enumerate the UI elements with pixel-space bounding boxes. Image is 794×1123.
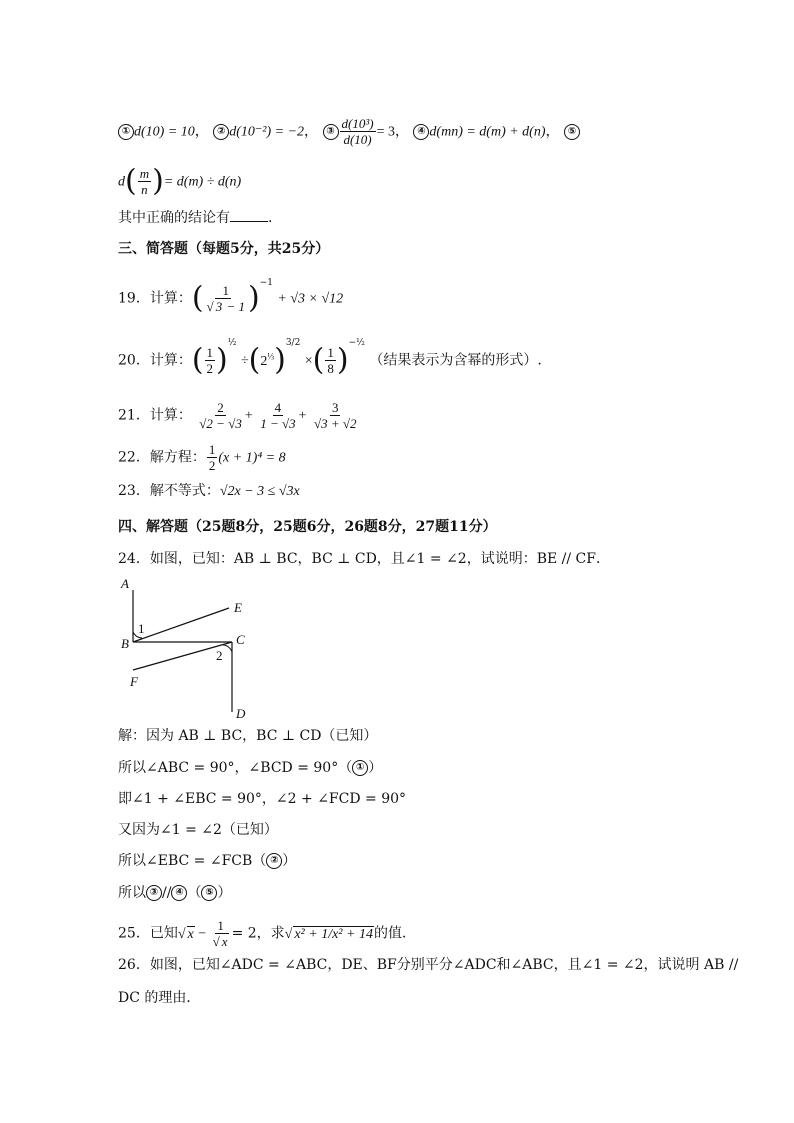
q21: 21．计算： $\frac{2}{√2 - √3}$ + $\frac{4}{1 - √3}$ + $\frac{3}{√3 + √2}$	[118, 400, 357, 431]
q18-line1: ① d(10) = 10， ② d(10⁻²) = −2， ③ $\frac{\text{d(10³)}}{d(10)}$ = 3， ④ d(mn) = d(m) + d(n)， ⑤	[118, 116, 580, 147]
q24-diagram	[116, 572, 276, 722]
label-D: D	[236, 706, 246, 721]
circled-4: ④	[413, 124, 429, 140]
q26-line1: 26．如图，已知∠ADC = ∠ABC，DE、BF分别平分∠ADC和∠ABC，且∠1 = ∠2，试说明 AB //	[118, 957, 739, 973]
label-B: B	[121, 636, 129, 651]
circled-3: ③	[323, 124, 339, 140]
expr3-frac: $\frac{\text{d(10³)}}{d(10)}$	[341, 116, 374, 147]
label-F: F	[130, 674, 138, 689]
q20: 20．计算：( $\frac{1}{2}$ )$^{\frac{1}{2}} \div(2^{\frac{1}{3}})^{3/2}$ ×( $\frac{1}{8}$ )$^{-\frac{1}{2}}$ （结果表示为含幂的形式）.	[118, 337, 542, 378]
q24-sol1: 解：因为 AB ⊥ BC，BC ⊥ CD（已知）	[118, 728, 378, 744]
q24-sol4: 又因为∠1 = ∠2（已知）	[118, 822, 278, 838]
label-A: A	[121, 576, 129, 591]
q25: 25．已知√ x − 1 √ x = 2，求√ x² + 1/x² + 14的值．	[118, 918, 416, 949]
angle-1: 1	[138, 621, 145, 636]
q19: 19．计算：( 1 √ 3 − 1 )$^{-1}$ + √3 × √12	[118, 283, 343, 314]
q22: 22．解方程： $\frac{1}{2}$ (x + 1)⁴ = 8	[118, 442, 286, 473]
section4-heading: 四、解答题（25题8分，25题6分，26题8分，27题11分）	[118, 519, 497, 535]
circled-2: ②	[213, 124, 229, 140]
q23: 23．解不等式：√2x − 3 ≤ √3x	[118, 483, 300, 499]
q18-conclusion: 其中正确的结论有 .	[118, 210, 273, 226]
q24-sol2: 所以∠ABC = 90°，∠BCD = 90°（ ① ）	[118, 760, 383, 776]
q26-line2: DC 的理由．	[118, 990, 201, 1006]
label-E: E	[234, 600, 242, 615]
expr1: d(10) = 10	[134, 124, 195, 140]
q24-stem: 24．如图，已知：AB ⊥ BC，BC ⊥ CD，且∠1 = ∠2，试说明：BE // CF．	[118, 551, 610, 567]
expr5-rhs: = d(m) ÷ d(n)	[163, 174, 242, 190]
q18-line2: d( $\frac{m}{n}$ )= d(m) ÷ d(n)	[118, 163, 242, 199]
q24-sol5: 所以∠EBC = ∠FCB（ ② ）	[118, 853, 297, 869]
expr5-frac: $\frac{m}{n}$	[139, 166, 150, 197]
section3-heading: 三、简答题（每题5分，共25分）	[118, 241, 330, 257]
circled-5: ⑤	[564, 124, 580, 140]
circled-1: ①	[118, 124, 134, 140]
expr2: d(10⁻²) = −2	[229, 124, 305, 140]
q24-sol6: 所以 ③ // ④ （ ⑤ ）	[118, 885, 232, 901]
label-C: C	[236, 632, 245, 647]
answer-blank[interactable]	[230, 209, 268, 222]
expr4: d(mn) = d(m) + d(n)	[429, 124, 546, 140]
q24-sol3: 即∠1 + ∠EBC = 90°，∠2 + ∠FCD = 90°	[118, 791, 407, 807]
angle-2: 2	[216, 648, 223, 663]
